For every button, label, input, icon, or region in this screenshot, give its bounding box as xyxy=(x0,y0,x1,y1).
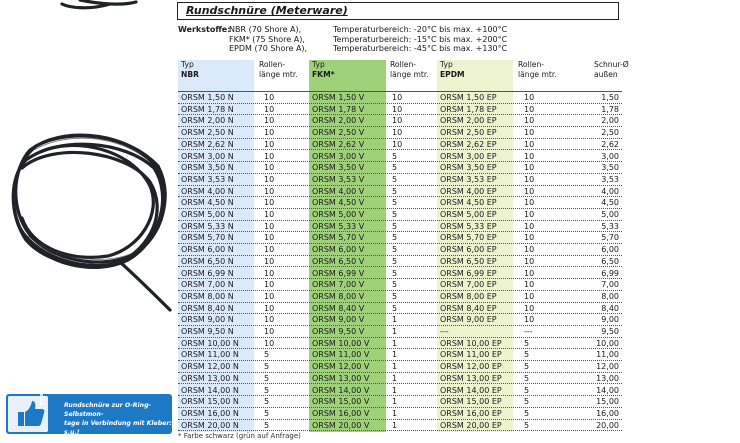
fkm-roll-length-cell: 1 xyxy=(392,338,398,348)
fkm-roll-length-cell: 10 xyxy=(392,139,403,149)
cord-diameter-cell: 2,50 xyxy=(601,128,619,138)
epdm-roll-length-cell: 10 xyxy=(524,233,535,243)
epdm-type-cell: ORSM 16,00 EP xyxy=(440,408,502,418)
material-name: EPDM (70 Shore A), xyxy=(229,44,308,53)
rubber-cord-coil-image xyxy=(0,0,178,443)
table-row xyxy=(178,314,622,326)
table-row xyxy=(178,385,622,397)
table-row xyxy=(178,420,622,432)
cord-diameter-cell: 3,00 xyxy=(601,151,619,161)
fkm-type-cell: ORSM 5,33 V xyxy=(312,221,365,231)
nbr-type-cell: ORSM 2,00 N xyxy=(181,116,234,126)
epdm-roll-length-cell: 10 xyxy=(524,139,535,149)
fkm-roll-length-cell: 5 xyxy=(392,163,398,173)
fkm-roll-length-cell: 1 xyxy=(392,362,398,372)
table-row xyxy=(178,197,622,209)
fkm-roll-length-cell: 1 xyxy=(392,420,398,430)
table-row xyxy=(178,303,622,315)
nbr-type-cell: ORSM 16,00 N xyxy=(181,408,239,418)
epdm-type-cell: ORSM 9,00 EP xyxy=(440,315,497,325)
fkm-type-cell: ORSM 15,00 V xyxy=(312,397,370,407)
cord-diameter-cell: 6,50 xyxy=(601,256,619,266)
tip-text-line: tage in Verbindung mit Kleber: s.u.! xyxy=(64,420,172,436)
epdm-type-cell: ORSM 2,62 EP xyxy=(440,139,497,149)
epdm-roll-length-cell: 5 xyxy=(524,408,530,418)
cord-diameter-cell: 1,78 xyxy=(601,104,619,114)
header-line: Rollen- xyxy=(518,60,545,69)
epdm-type-cell: ORSM 3,00 EP xyxy=(440,151,497,161)
tip-box xyxy=(6,388,172,436)
epdm-roll-length-cell: 10 xyxy=(524,93,535,102)
nbr-roll-length-cell: 10 xyxy=(264,268,275,278)
epdm-type-cell: ORSM 1,78 EP xyxy=(440,104,497,114)
nbr-type-cell: ORSM 8,40 N xyxy=(181,303,234,313)
material-temp-range: Temperaturbereich: -15°C bis max. +200°C xyxy=(333,34,508,44)
header-line: Rollen- xyxy=(259,60,286,69)
epdm-type-cell: ORSM 8,00 EP xyxy=(440,291,497,301)
page-title: Rundschnüre (Meterware) xyxy=(186,4,348,17)
fkm-roll-length-cell: 5 xyxy=(392,221,398,231)
fkm-type-cell: ORSM 2,00 V xyxy=(312,116,365,126)
nbr-roll-length-cell: 10 xyxy=(264,163,275,173)
fkm-type-cell: ORSM 2,50 V xyxy=(312,128,365,138)
fkm-roll-length-cell: 1 xyxy=(392,408,398,418)
table-row xyxy=(178,162,622,174)
cord-diameter-cell: 7,00 xyxy=(601,280,619,290)
material-temp-range: Temperaturbereich: -20°C bis max. +100°C xyxy=(333,25,508,34)
epdm-type-cell: ORSM 5,00 EP xyxy=(440,210,497,219)
cord-diameter-cell: 16,00 xyxy=(596,408,619,418)
epdm-roll-length-cell: 10 xyxy=(524,210,535,219)
nbr-roll-length-cell: 10 xyxy=(264,291,275,301)
fkm-roll-length-cell: 5 xyxy=(392,291,398,301)
epdm-roll-length-cell: 5 xyxy=(524,350,530,360)
nbr-type-cell: ORSM 4,00 N xyxy=(181,186,234,196)
tip-text-line: Rundschnüre zur O-Ring-Selbstmon- xyxy=(64,402,152,418)
material-name: FKM* (75 Shore A), xyxy=(229,34,305,44)
nbr-type-cell: ORSM 2,62 N xyxy=(181,139,234,149)
header-nbr-roll-length xyxy=(259,60,298,82)
nbr-type-cell: ORSM 12,00 N xyxy=(181,362,239,372)
nbr-roll-length-cell: 10 xyxy=(264,233,275,243)
header-epdm-roll-length xyxy=(518,60,557,82)
cord-diameter-cell: 3,50 xyxy=(601,163,619,173)
cord-diameter-cell: 5,00 xyxy=(601,210,619,219)
epdm-roll-length-cell: 5 xyxy=(524,397,530,407)
epdm-roll-length-cell: 10 xyxy=(524,315,535,325)
table-row xyxy=(178,408,622,420)
table-row xyxy=(178,151,622,163)
material-temp-range: Temperaturbereich: -45°C bis max. +130°C xyxy=(333,44,508,53)
header-line: länge mtr. xyxy=(390,69,429,79)
epdm-type-cell: ORSM 7,00 EP xyxy=(440,280,497,290)
cord-diameter-cell: 8,00 xyxy=(601,291,619,301)
table-row xyxy=(178,361,622,373)
nbr-type-cell: ORSM 6,50 N xyxy=(181,256,234,266)
header-line: Rollen- xyxy=(390,60,417,69)
header-fkm-roll-length xyxy=(390,60,429,82)
fkm-type-cell: ORSM 11,00 V xyxy=(312,350,370,360)
nbr-roll-length-cell: 5 xyxy=(264,408,270,418)
cord-diameter-cell: 8,40 xyxy=(601,303,619,313)
epdm-roll-length-cell: 5 xyxy=(524,362,530,372)
fkm-roll-length-cell: 1 xyxy=(392,327,398,336)
nbr-type-cell: ORSM 5,33 N xyxy=(181,221,234,231)
nbr-roll-length-cell: 10 xyxy=(264,198,275,208)
nbr-roll-length-cell: 10 xyxy=(264,256,275,266)
epdm-roll-length-cell: 10 xyxy=(524,198,535,208)
cord-diameter-cell: 14,00 xyxy=(596,385,619,395)
epdm-type-cell: ORSM 4,50 EP xyxy=(440,198,497,208)
fkm-type-cell: ORSM 6,99 V xyxy=(312,268,365,278)
fkm-type-cell: ORSM 6,50 V xyxy=(312,256,365,266)
nbr-roll-length-cell: 10 xyxy=(264,104,275,114)
header-line: FKM* xyxy=(312,69,335,79)
epdm-roll-length-cell: 10 xyxy=(524,116,535,126)
material-name: NBR (70 Shore A), xyxy=(229,25,302,34)
fkm-type-cell: ORSM 3,50 V xyxy=(312,163,365,173)
epdm-type-cell: ORSM 1,50 EP xyxy=(440,93,497,102)
epdm-roll-length-cell: 10 xyxy=(524,186,535,196)
header-line: Typ xyxy=(312,60,325,69)
epdm-type-cell: ORSM 2,00 EP xyxy=(440,116,497,126)
nbr-type-cell: ORSM 3,50 N xyxy=(181,163,234,173)
nbr-type-cell: ORSM 9,50 N xyxy=(181,327,234,336)
epdm-roll-length-cell: 10 xyxy=(524,221,535,231)
epdm-type-cell: ORSM 2,50 EP xyxy=(440,128,497,138)
epdm-type-cell: ORSM 20,00 EP xyxy=(440,420,502,430)
nbr-roll-length-cell: 10 xyxy=(264,93,275,102)
cord-diameter-cell: 10,00 xyxy=(596,338,619,348)
nbr-roll-length-cell: 10 xyxy=(264,315,275,325)
fkm-type-cell: ORSM 6,00 V xyxy=(312,245,365,255)
table-row xyxy=(178,221,622,233)
fkm-roll-length-cell: 1 xyxy=(392,385,398,395)
epdm-roll-length-cell: 10 xyxy=(524,128,535,138)
header-line: länge mtr. xyxy=(518,69,557,79)
fkm-roll-length-cell: 1 xyxy=(392,397,398,407)
header-line: EPDM xyxy=(440,69,465,79)
epdm-roll-length-cell: 5 xyxy=(524,420,530,430)
epdm-type-cell: ORSM 12,00 EP xyxy=(440,362,502,372)
epdm-roll-length-cell: 10 xyxy=(524,163,535,173)
table-row xyxy=(178,291,622,303)
tip-text xyxy=(64,401,172,437)
fkm-roll-length-cell: 5 xyxy=(392,256,398,266)
epdm-roll-length-cell: 5 xyxy=(524,385,530,395)
epdm-roll-length-cell: 10 xyxy=(524,303,535,313)
nbr-type-cell: ORSM 13,00 N xyxy=(181,373,239,383)
epdm-type-cell: ORSM 11,00 EP xyxy=(440,350,502,360)
nbr-type-cell: ORSM 6,99 N xyxy=(181,268,234,278)
header-line: Schnur-Ø xyxy=(594,60,629,69)
nbr-roll-length-cell: 10 xyxy=(264,327,275,336)
nbr-type-cell: ORSM 5,70 N xyxy=(181,233,234,243)
fkm-type-cell: ORSM 5,70 V xyxy=(312,233,365,243)
epdm-type-cell: ORSM 6,50 EP xyxy=(440,256,497,266)
epdm-type-cell: ORSM 4,00 EP xyxy=(440,186,497,196)
epdm-type-cell: ORSM 13,00 EP xyxy=(440,373,502,383)
epdm-roll-length-cell: 10 xyxy=(524,291,535,301)
cord-diameter-cell: 1,50 xyxy=(601,93,619,102)
fkm-type-cell: ORSM 10,00 V xyxy=(312,338,370,348)
table-row xyxy=(178,373,622,385)
header-line: länge mtr. xyxy=(259,69,298,79)
header-nbr-type xyxy=(181,60,199,82)
epdm-roll-length-cell: 5 xyxy=(524,373,530,383)
epdm-type-cell: ORSM 15,00 EP xyxy=(440,397,502,407)
fkm-roll-length-cell: 5 xyxy=(392,280,398,290)
fkm-type-cell: ORSM 1,78 V xyxy=(312,104,365,114)
cord-diameter-cell: 9,50 xyxy=(601,327,619,336)
cord-diameter-cell: 6,00 xyxy=(601,245,619,255)
table-row xyxy=(178,268,622,280)
table-row xyxy=(178,244,622,256)
nbr-roll-length-cell: 5 xyxy=(264,350,270,360)
epdm-roll-length-cell: 10 xyxy=(524,256,535,266)
epdm-roll-length-cell: 10 xyxy=(524,268,535,278)
fkm-type-cell: ORSM 12,00 V xyxy=(312,362,370,372)
header-divider xyxy=(178,91,622,92)
table-row xyxy=(178,186,622,198)
header-line: Typ xyxy=(181,60,194,69)
fkm-roll-length-cell: 5 xyxy=(392,186,398,196)
nbr-roll-length-cell: 10 xyxy=(264,210,275,219)
nbr-type-cell: ORSM 11,00 N xyxy=(181,350,239,360)
fkm-roll-length-cell: 10 xyxy=(392,104,403,114)
header-line: NBR xyxy=(181,69,199,79)
nbr-type-cell: ORSM 20,00 N xyxy=(181,420,239,430)
epdm-roll-length-cell: 10 xyxy=(524,245,535,255)
fkm-type-cell: ORSM 3,00 V xyxy=(312,151,365,161)
table-row xyxy=(178,279,622,291)
cord-diameter-cell: 9,00 xyxy=(601,315,619,325)
fkm-roll-length-cell: 5 xyxy=(392,268,398,278)
nbr-type-cell: ORSM 1,50 N xyxy=(181,93,234,102)
nbr-roll-length-cell: 5 xyxy=(264,420,270,430)
materials-label: Werkstoffe: xyxy=(178,25,231,34)
table-row xyxy=(178,92,622,104)
cord-diameter-cell: 5,33 xyxy=(601,221,619,231)
nbr-roll-length-cell: 10 xyxy=(264,221,275,231)
fkm-type-cell: ORSM 4,00 V xyxy=(312,186,365,196)
epdm-type-cell: ORSM 5,70 EP xyxy=(440,233,497,243)
fkm-type-cell: ORSM 3,53 V xyxy=(312,174,365,184)
table-row xyxy=(178,104,622,116)
fkm-roll-length-cell: 5 xyxy=(392,210,398,219)
cord-diameter-cell: 13,00 xyxy=(596,373,619,383)
nbr-roll-length-cell: 5 xyxy=(264,373,270,383)
epdm-type-cell: ORSM 14,00 EP xyxy=(440,385,502,395)
header-cord-diameter xyxy=(594,60,629,82)
nbr-type-cell: ORSM 1,78 N xyxy=(181,104,234,114)
table-row xyxy=(178,115,622,127)
epdm-type-cell: ORSM 5,33 EP xyxy=(440,221,497,231)
fkm-roll-length-cell: 1 xyxy=(392,373,398,383)
table-row xyxy=(178,232,622,244)
header-fkm-type xyxy=(312,60,335,82)
cord-diameter-cell: 5,70 xyxy=(601,233,619,243)
fkm-type-cell: ORSM 5,00 V xyxy=(312,210,365,219)
fkm-type-cell: ORSM 8,00 V xyxy=(312,291,365,301)
tip-label: TIPP xyxy=(39,388,47,406)
fkm-roll-length-cell: 1 xyxy=(392,350,398,360)
epdm-roll-length-cell: 10 xyxy=(524,151,535,161)
nbr-type-cell: ORSM 6,00 N xyxy=(181,245,234,255)
nbr-type-cell: ORSM 15,00 N xyxy=(181,397,239,407)
nbr-roll-length-cell: 5 xyxy=(264,385,270,395)
nbr-roll-length-cell: 10 xyxy=(264,139,275,149)
fkm-roll-length-cell: 5 xyxy=(392,198,398,208)
fkm-roll-length-cell: 10 xyxy=(392,93,403,102)
table-row xyxy=(178,338,622,350)
header-line: außen xyxy=(594,69,618,79)
epdm-type-cell: --- xyxy=(440,327,449,336)
nbr-type-cell: ORSM 10,00 N xyxy=(181,338,239,348)
epdm-type-cell: ORSM 3,53 EP xyxy=(440,174,497,184)
cord-diameter-cell: 15,00 xyxy=(596,397,619,407)
cord-diameter-cell: 20,00 xyxy=(596,420,619,430)
fkm-type-cell: ORSM 9,00 V xyxy=(312,315,365,325)
fkm-roll-length-cell: 5 xyxy=(392,174,398,184)
fkm-type-cell: ORSM 9,50 V xyxy=(312,327,365,336)
fkm-roll-length-cell: 5 xyxy=(392,245,398,255)
nbr-type-cell: ORSM 9,00 N xyxy=(181,315,234,325)
nbr-roll-length-cell: 10 xyxy=(264,280,275,290)
fkm-type-cell: ORSM 16,00 V xyxy=(312,408,370,418)
nbr-type-cell: ORSM 8,00 N xyxy=(181,291,234,301)
nbr-type-cell: ORSM 4,50 N xyxy=(181,198,234,208)
epdm-roll-length-cell: 10 xyxy=(524,174,535,184)
nbr-roll-length-cell: 10 xyxy=(264,174,275,184)
table-row xyxy=(178,209,622,221)
nbr-roll-length-cell: 10 xyxy=(264,338,275,348)
fkm-roll-length-cell: 10 xyxy=(392,128,403,138)
cord-diameter-cell: 3,53 xyxy=(601,174,619,184)
epdm-type-cell: ORSM 8,40 EP xyxy=(440,303,497,313)
fkm-type-cell: ORSM 7,00 V xyxy=(312,280,365,290)
nbr-roll-length-cell: 10 xyxy=(264,245,275,255)
nbr-roll-length-cell: 10 xyxy=(264,116,275,126)
fkm-roll-length-cell: 5 xyxy=(392,303,398,313)
table-row xyxy=(178,396,622,408)
nbr-roll-length-cell: 5 xyxy=(264,362,270,372)
nbr-type-cell: ORSM 14,00 N xyxy=(181,385,239,395)
epdm-type-cell: ORSM 3,50 EP xyxy=(440,163,497,173)
cord-diameter-cell: 11,00 xyxy=(596,350,619,360)
cord-diameter-cell: 4,00 xyxy=(601,186,619,196)
fkm-type-cell: ORSM 8,40 V xyxy=(312,303,365,313)
nbr-type-cell: ORSM 3,00 N xyxy=(181,151,234,161)
fkm-type-cell: ORSM 1,50 V xyxy=(312,93,365,102)
nbr-roll-length-cell: 10 xyxy=(264,303,275,313)
header-epdm-type xyxy=(440,60,465,82)
epdm-roll-length-cell: --- xyxy=(524,327,533,336)
table-row xyxy=(178,127,622,139)
title-box xyxy=(177,2,619,20)
table-row xyxy=(178,174,622,186)
fkm-type-cell: ORSM 4,50 V xyxy=(312,198,365,208)
cord-diameter-cell: 6,99 xyxy=(601,268,619,278)
epdm-roll-length-cell: 10 xyxy=(524,280,535,290)
fkm-type-cell: ORSM 2,62 V xyxy=(312,139,365,149)
nbr-roll-length-cell: 10 xyxy=(264,128,275,138)
table-row xyxy=(178,349,622,361)
fkm-roll-length-cell: 5 xyxy=(392,151,398,161)
nbr-roll-length-cell: 10 xyxy=(264,151,275,161)
table-row xyxy=(178,139,622,151)
epdm-roll-length-cell: 10 xyxy=(524,104,535,114)
nbr-roll-length-cell: 10 xyxy=(264,186,275,196)
cord-diameter-cell: 2,62 xyxy=(601,139,619,149)
epdm-type-cell: ORSM 6,99 EP xyxy=(440,268,497,278)
fkm-type-cell: ORSM 20,00 V xyxy=(312,420,370,430)
epdm-type-cell: ORSM 6,00 EP xyxy=(440,245,497,255)
fkm-type-cell: ORSM 13,00 V xyxy=(312,373,370,383)
table-row xyxy=(178,256,622,268)
fkm-roll-length-cell: 1 xyxy=(392,315,398,325)
cord-diameter-cell: 4,50 xyxy=(601,198,619,208)
nbr-type-cell: ORSM 3,53 N xyxy=(181,174,234,184)
cord-diameter-cell: 2,00 xyxy=(601,116,619,126)
fkm-type-cell: ORSM 14,00 V xyxy=(312,385,370,395)
fkm-roll-length-cell: 10 xyxy=(392,116,403,126)
nbr-type-cell: ORSM 5,00 N xyxy=(181,210,234,219)
nbr-type-cell: ORSM 2,50 N xyxy=(181,128,234,138)
header-line: Typ xyxy=(440,60,453,69)
epdm-roll-length-cell: 5 xyxy=(524,338,530,348)
cord-diameter-cell: 12,00 xyxy=(596,362,619,372)
nbr-type-cell: ORSM 7,00 N xyxy=(181,280,234,290)
fkm-roll-length-cell: 5 xyxy=(392,233,398,243)
nbr-roll-length-cell: 5 xyxy=(264,397,270,407)
epdm-type-cell: ORSM 10,00 EP xyxy=(440,338,502,348)
table-row xyxy=(178,326,622,338)
footnote: * Farbe schwarz (grün auf Anfrage) xyxy=(178,432,301,440)
